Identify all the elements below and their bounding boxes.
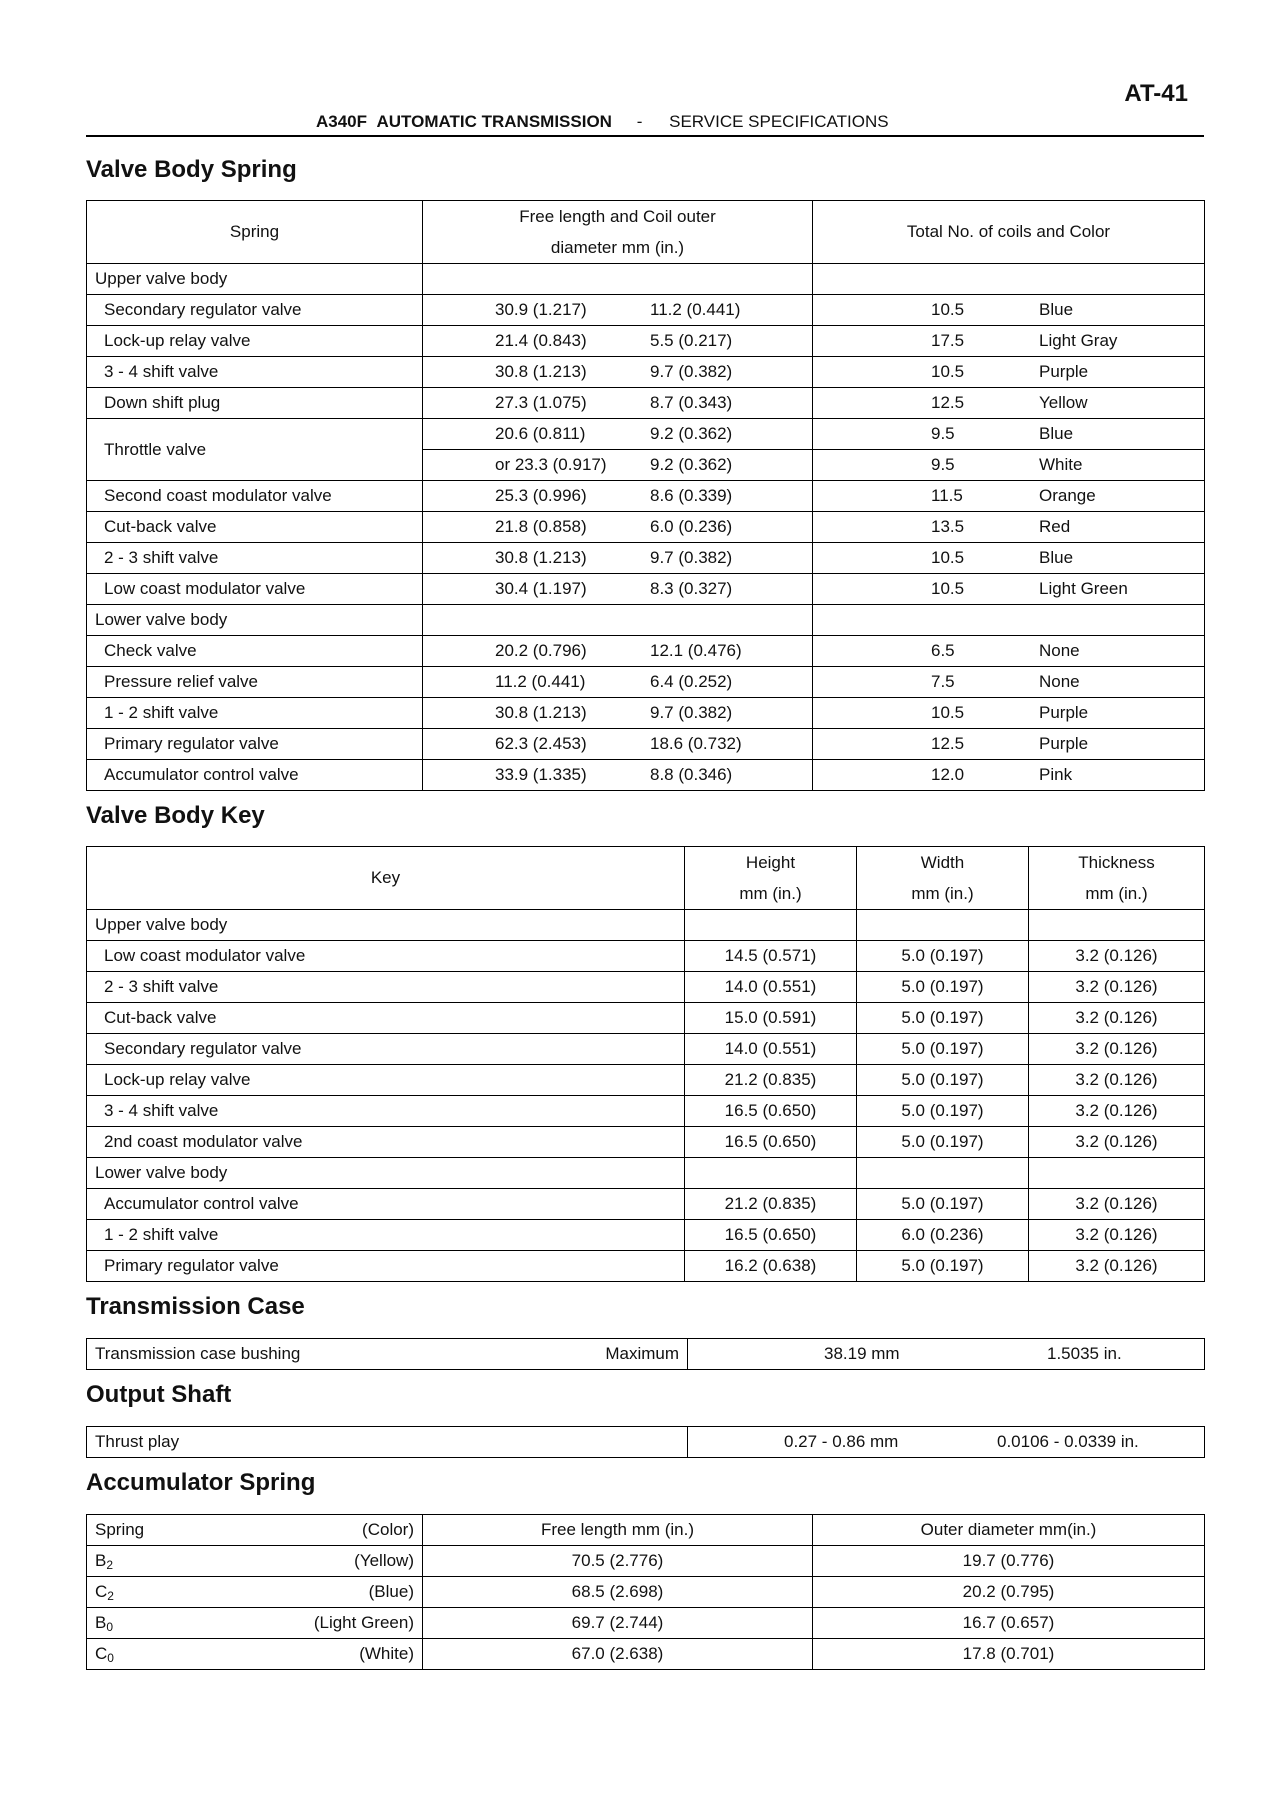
col-header-spring: Spring (87, 201, 423, 264)
cell-color: Pink (1039, 765, 1073, 784)
table-row (87, 636, 1205, 667)
col-header-outer-diameter: Outer diameter mm(in.) (813, 1515, 1205, 1546)
cell-color: Orange (1039, 486, 1096, 505)
cell-coils-color (813, 419, 1205, 450)
cell-coil-diameter: 18.6 (0.732) (650, 734, 742, 753)
cell-coils-color (813, 450, 1205, 481)
accumulator-spring-table (86, 1514, 1205, 1670)
group-row-lower (87, 605, 1205, 636)
cell-outer-diameter: 19.7 (0.776) (813, 1546, 1205, 1577)
row-label: Lock-up relay valve (87, 326, 423, 357)
cell-height: 14.0 (0.551) (685, 1034, 857, 1065)
output-shaft-table (86, 1426, 1205, 1458)
section-title-valve-body-key: Valve Body Key (86, 802, 265, 829)
cell-free-length: 21.4 (0.843) (495, 331, 587, 350)
cell-height: 21.2 (0.835) (685, 1065, 857, 1096)
cell-value (688, 1339, 1205, 1370)
cell-width: 5.0 (0.197) (857, 1189, 1029, 1220)
row-label: Pressure relief valve (87, 667, 423, 698)
cell-width: 5.0 (0.197) (857, 972, 1029, 1003)
cell-coils: 12.0 (931, 765, 965, 784)
cell-thickness: 3.2 (0.126) (1029, 1251, 1205, 1282)
header-model: A340F (316, 112, 368, 131)
value-mm: 0.27 - 0.86 mm (784, 1432, 899, 1451)
row-label: 3 - 4 shift valve (87, 1096, 685, 1127)
cell-coils: 11.5 (931, 486, 963, 505)
row-label: Low coast modulator valve (87, 574, 423, 605)
spring-lower-rows (87, 636, 1205, 791)
col-header-width (857, 847, 1029, 910)
spring-id (95, 1551, 113, 1572)
cell-coils: 10.5 (931, 362, 965, 381)
table-row (87, 295, 1205, 326)
header-rule (86, 135, 1204, 137)
row-label: 2 - 3 shift valve (87, 972, 685, 1003)
cell-free-dia (423, 326, 813, 357)
cell-free-length: 25.3 (0.996) (495, 486, 587, 505)
col-header-thickness-unit: mm (in.) (1085, 884, 1148, 903)
col-header-thickness (1029, 847, 1205, 910)
cell-spring (87, 1639, 423, 1670)
value-in: 1.5035 in. (1047, 1344, 1122, 1363)
cell-coils-color (813, 295, 1205, 326)
cell-thickness: 3.2 (0.126) (1029, 1065, 1205, 1096)
cell-free-dia (423, 481, 813, 512)
cell-color: White (1039, 455, 1083, 474)
cell-coils: 17.5 (931, 331, 965, 350)
cell-coil-diameter: 9.7 (0.382) (650, 362, 733, 381)
spring-id (95, 1582, 114, 1603)
limit-label: Maximum (605, 1344, 679, 1363)
table-row (87, 388, 1205, 419)
table-row (87, 667, 1205, 698)
cell-height: 14.0 (0.551) (685, 972, 857, 1003)
cell-width: 5.0 (0.197) (857, 1251, 1029, 1282)
table-row (87, 1220, 1205, 1251)
cell-coil-diameter: 8.7 (0.343) (650, 393, 733, 412)
cell-coil-diameter: 8.8 (0.346) (650, 765, 733, 784)
cell-coils-color (813, 698, 1205, 729)
table-header-row (87, 201, 1205, 264)
header-separator: - (636, 112, 643, 131)
col-header-height-unit: mm (in.) (739, 884, 802, 903)
cell-thickness: 3.2 (0.126) (1029, 972, 1205, 1003)
cell-free-dia (423, 543, 813, 574)
cell-free-length: 68.5 (2.698) (423, 1577, 813, 1608)
key-lower-rows (87, 1189, 1205, 1282)
cell-coils: 13.5 (931, 517, 965, 536)
running-header (316, 112, 889, 132)
col-header-spring (87, 1515, 423, 1546)
cell-coils-color (813, 512, 1205, 543)
cell-thickness: 3.2 (0.126) (1029, 1096, 1205, 1127)
cell-free-length: 69.7 (2.744) (423, 1608, 813, 1639)
cell-coils-color (813, 388, 1205, 419)
cell-coils: 10.5 (931, 300, 965, 319)
cell-free-dia (423, 729, 813, 760)
cell-coils: 10.5 (931, 579, 965, 598)
cell-color: None (1039, 672, 1080, 691)
cell-outer-diameter: 20.2 (0.795) (813, 1577, 1205, 1608)
row-label: Cut-back valve (87, 512, 423, 543)
cell-coil-diameter: 8.3 (0.327) (650, 579, 733, 598)
table-row (87, 729, 1205, 760)
group-row-upper (87, 264, 1205, 295)
cell-free-length: 70.5 (2.776) (423, 1546, 813, 1577)
cell-color: Blue (1039, 300, 1074, 319)
cell-coils-color (813, 636, 1205, 667)
table-row (87, 1546, 1205, 1577)
cell-color: None (1039, 641, 1080, 660)
cell-color: Purple (1039, 362, 1089, 381)
cell-coils: 6.5 (931, 641, 955, 660)
col-header-free-length: Free length mm (in.) (423, 1515, 813, 1546)
cell-outer-diameter: 16.7 (0.657) (813, 1608, 1205, 1639)
cell-height: 16.2 (0.638) (685, 1251, 857, 1282)
cell-coil-diameter: 12.1 (0.476) (650, 641, 742, 660)
table-row (87, 1065, 1205, 1096)
cell-coils: 12.5 (931, 734, 965, 753)
row-label: Second coast modulator valve (87, 481, 423, 512)
spring-color: (Blue) (368, 1581, 414, 1601)
cell-color: Light Gray (1039, 331, 1118, 350)
cell-free-dia (423, 419, 813, 450)
cell-coil-diameter: 9.7 (0.382) (650, 548, 733, 567)
spring-letter: B (95, 1550, 107, 1570)
row-label: 3 - 4 shift valve (87, 357, 423, 388)
cell-free-dia (423, 698, 813, 729)
group-label-lower: Lower valve body (87, 1158, 685, 1189)
value-mm: 38.19 mm (824, 1344, 900, 1363)
table-row-throttle (87, 419, 1205, 450)
cell-free-length: 20.6 (0.811) (495, 424, 586, 443)
cell-free-length: 30.4 (1.197) (495, 579, 587, 598)
spring-color: (Light Green) (313, 1612, 414, 1632)
cell-free-dia (423, 667, 813, 698)
key-upper-rows (87, 941, 1205, 1158)
spring-subscript: 0 (107, 1650, 114, 1665)
group-row-upper (87, 910, 1205, 941)
row-label: Check valve (87, 636, 423, 667)
cell-coils: 12.5 (931, 393, 965, 412)
cell-free-length: 62.3 (2.453) (495, 734, 587, 753)
col-header-coils: Total No. of coils and Color (813, 201, 1205, 264)
cell-height: 14.5 (0.571) (685, 941, 857, 972)
section-title-accumulator-spring: Accumulator Spring (86, 1469, 316, 1496)
group-label-lower: Lower valve body (87, 605, 423, 636)
col-header-free-length (423, 201, 813, 264)
cell-width: 5.0 (0.197) (857, 1034, 1029, 1065)
table-row (87, 481, 1205, 512)
col-header-width-label: Width (920, 853, 965, 872)
cell-free-length: 21.8 (0.858) (495, 517, 587, 536)
cell-free-length: 33.9 (1.335) (495, 765, 587, 784)
table-row (87, 1034, 1205, 1065)
cell-height: 16.5 (0.650) (685, 1127, 857, 1158)
row-label: Lock-up relay valve (87, 1065, 685, 1096)
cell-thickness: 3.2 (0.126) (1029, 1220, 1205, 1251)
cell-width: 6.0 (0.236) (857, 1220, 1029, 1251)
table-row (87, 760, 1205, 791)
section-title-transmission-case: Transmission Case (86, 1293, 305, 1320)
cell-free-dia (423, 357, 813, 388)
cell-width: 5.0 (0.197) (857, 941, 1029, 972)
table-row (87, 574, 1205, 605)
spring-subscript: 2 (106, 1557, 114, 1572)
cell-coils-color (813, 481, 1205, 512)
row-label: Low coast modulator valve (87, 941, 685, 972)
spring-subscript: 2 (107, 1588, 114, 1603)
row-label: 2nd coast modulator valve (87, 1127, 685, 1158)
cell-coils: 7.5 (931, 672, 955, 691)
valve-body-spring-table (86, 200, 1205, 791)
group-row-lower (87, 1158, 1205, 1189)
cell-color: Red (1039, 517, 1071, 536)
cell-free-length: 30.8 (1.213) (495, 703, 587, 722)
cell-free-length: 67.0 (2.638) (423, 1639, 813, 1670)
cell-thickness: 3.2 (0.126) (1029, 1034, 1205, 1065)
item-label: Thrust play (87, 1427, 688, 1458)
table-row (87, 1339, 1205, 1370)
table-row (87, 543, 1205, 574)
cell-free-length: or 23.3 (0.917) (495, 455, 607, 474)
spring-letter: C (95, 1643, 108, 1663)
col-header-height-label: Height (745, 853, 796, 872)
table-row (87, 1189, 1205, 1220)
cell-coils-color (813, 543, 1205, 574)
row-label: 1 - 2 shift valve (87, 1220, 685, 1251)
table-row (87, 1577, 1205, 1608)
cell-free-length: 30.8 (1.213) (495, 548, 587, 567)
col-header-key: Key (87, 847, 685, 910)
col-header-width-unit: mm (in.) (911, 884, 974, 903)
cell-thickness: 3.2 (0.126) (1029, 1189, 1205, 1220)
col-header-spring-label: Spring (95, 1520, 145, 1539)
cell-coils-color (813, 760, 1205, 791)
spring-subscript: 0 (106, 1619, 114, 1634)
cell-free-length: 30.9 (1.217) (495, 300, 587, 319)
col-header-height (685, 847, 857, 910)
table-header-row (87, 847, 1205, 910)
row-label: Accumulator control valve (87, 1189, 685, 1220)
cell-free-dia (423, 512, 813, 543)
cell-coil-diameter: 6.0 (0.236) (650, 517, 733, 536)
table-row (87, 1251, 1205, 1282)
transmission-case-table (86, 1338, 1205, 1370)
cell-free-dia (423, 760, 813, 791)
spring-upper-rows-2 (87, 481, 1205, 605)
table-row (87, 1003, 1205, 1034)
row-label: 2 - 3 shift valve (87, 543, 423, 574)
cell-thickness: 3.2 (0.126) (1029, 1127, 1205, 1158)
table-row (87, 972, 1205, 1003)
row-label: Down shift plug (87, 388, 423, 419)
cell-coils-color (813, 326, 1205, 357)
cell-thickness: 3.2 (0.126) (1029, 941, 1205, 972)
cell-color: Blue (1039, 424, 1074, 443)
cell-width: 5.0 (0.197) (857, 1065, 1029, 1096)
cell-coil-diameter: 5.5 (0.217) (650, 331, 733, 350)
table-row (87, 1639, 1205, 1670)
cell-value (688, 1427, 1205, 1458)
spring-color: (Yellow) (354, 1550, 414, 1570)
cell-color: Yellow (1039, 393, 1088, 412)
cell-spring (87, 1577, 423, 1608)
cell-free-dia (423, 636, 813, 667)
row-label: Primary regulator valve (87, 1251, 685, 1282)
cell-free-length: 30.8 (1.213) (495, 362, 587, 381)
col-header-free-length-line1: Free length and Coil outer (519, 207, 716, 226)
cell-coil-diameter: 9.2 (0.362) (650, 455, 733, 474)
item-label: Transmission case bushing (95, 1344, 301, 1363)
spring-color: (White) (359, 1643, 414, 1663)
cell-free-dia (423, 450, 813, 481)
row-label: Secondary regulator valve (87, 1034, 685, 1065)
cell-free-length: 20.2 (0.796) (495, 641, 587, 660)
cell-coils: 10.5 (931, 548, 965, 567)
cell-free-dia (423, 574, 813, 605)
col-header-color-label: (Color) (362, 1520, 414, 1539)
spring-id (95, 1613, 113, 1634)
table-row (87, 698, 1205, 729)
cell-thickness: 3.2 (0.126) (1029, 1003, 1205, 1034)
cell-coils-color (813, 357, 1205, 388)
group-label-upper: Upper valve body (87, 264, 423, 295)
cell-free-length: 27.3 (1.075) (495, 393, 587, 412)
cell-height: 15.0 (0.591) (685, 1003, 857, 1034)
cell-coils-color (813, 667, 1205, 698)
table-header-row (87, 1515, 1205, 1546)
cell-coil-diameter: 11.2 (0.441) (650, 300, 741, 319)
row-label: Secondary regulator valve (87, 295, 423, 326)
section-title-output-shaft: Output Shaft (86, 1381, 232, 1408)
header-section: SERVICE SPECIFICATIONS (669, 112, 889, 131)
row-label: Cut-back valve (87, 1003, 685, 1034)
row-label: Primary regulator valve (87, 729, 423, 760)
row-label: 1 - 2 shift valve (87, 698, 423, 729)
cell-coils-color (813, 574, 1205, 605)
cell-height: 21.2 (0.835) (685, 1189, 857, 1220)
cell-color: Purple (1039, 734, 1089, 753)
cell-coil-diameter: 9.7 (0.382) (650, 703, 733, 722)
cell-free-length: 11.2 (0.441) (495, 672, 586, 691)
cell-width: 5.0 (0.197) (857, 1127, 1029, 1158)
spring-id (95, 1644, 114, 1665)
spring-letter: C (95, 1581, 108, 1601)
col-header-thickness-label: Thickness (1078, 853, 1155, 872)
cell-color: Purple (1039, 703, 1089, 722)
cell-free-dia (423, 295, 813, 326)
cell-height: 16.5 (0.650) (685, 1096, 857, 1127)
table-row (87, 1608, 1205, 1639)
table-row (87, 357, 1205, 388)
cell-outer-diameter: 17.8 (0.701) (813, 1639, 1205, 1670)
cell-spring (87, 1546, 423, 1577)
valve-body-key-table (86, 846, 1205, 1282)
header-title: AUTOMATIC TRANSMISSION (376, 112, 612, 131)
page-number: AT-41 (1124, 80, 1188, 107)
cell-height: 16.5 (0.650) (685, 1220, 857, 1251)
cell-coil-diameter: 6.4 (0.252) (650, 672, 733, 691)
group-label-upper: Upper valve body (87, 910, 685, 941)
cell-free-dia (423, 388, 813, 419)
accumulator-rows (87, 1546, 1205, 1670)
spring-upper-rows (87, 295, 1205, 419)
table-row (87, 1427, 1205, 1458)
table-row (87, 1127, 1205, 1158)
cell-color: Light Green (1039, 579, 1128, 598)
cell-coils: 9.5 (931, 424, 955, 443)
table-row (87, 326, 1205, 357)
table-row (87, 1096, 1205, 1127)
value-in: 0.0106 - 0.0339 in. (997, 1432, 1139, 1451)
cell-spring (87, 1608, 423, 1639)
cell-coil-diameter: 8.6 (0.339) (650, 486, 733, 505)
cell-coil-diameter: 9.2 (0.362) (650, 424, 733, 443)
section-title-valve-body-spring: Valve Body Spring (86, 156, 297, 183)
cell-width: 5.0 (0.197) (857, 1003, 1029, 1034)
row-label: Accumulator control valve (87, 760, 423, 791)
cell-coils: 10.5 (931, 703, 965, 722)
cell-coils: 9.5 (931, 455, 955, 474)
spring-letter: B (95, 1612, 107, 1632)
cell-coils-color (813, 729, 1205, 760)
cell-width: 5.0 (0.197) (857, 1096, 1029, 1127)
cell-item (87, 1339, 688, 1370)
row-label-throttle: Throttle valve (87, 419, 423, 481)
col-header-free-length-line2: diameter mm (in.) (550, 238, 685, 257)
cell-color: Blue (1039, 548, 1074, 567)
table-row (87, 512, 1205, 543)
table-row (87, 941, 1205, 972)
